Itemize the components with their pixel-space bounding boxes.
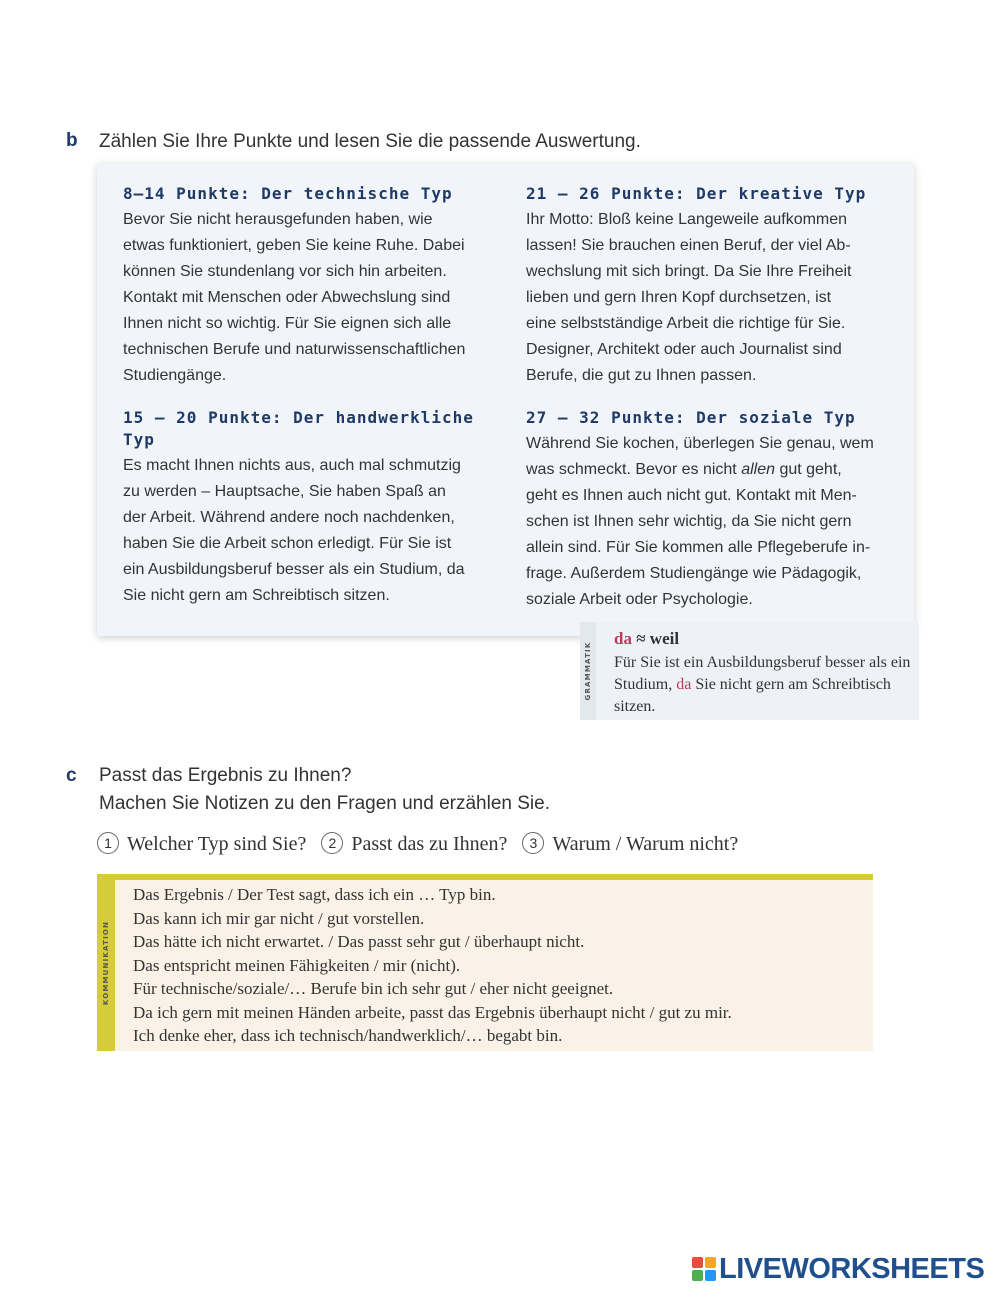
grammar-tab-label: GRAMMATIK <box>584 641 592 701</box>
section-c-letter: c <box>66 765 77 786</box>
communication-top-bar <box>97 874 873 880</box>
grammar-example-keyword: da <box>676 676 692 693</box>
type-social-text-part2: gut geht, geht es Ihnen auch nicht gut. Kontakt mit Men- schen ist Ihnen sehr wichtig, da Sie nicht gern allein sind. Für Sie kommen alle Pflegeberufe in- frage. Außerdem Studiengänge wie Pädagogik, soziale Arbeit oder Psychologie. <box>526 461 871 608</box>
communication-box <box>97 874 873 1051</box>
logo-square <box>705 1257 716 1268</box>
logo-text: LIVEWORKSHEETS <box>719 1252 985 1285</box>
type-craft <box>123 407 503 609</box>
logo-square <box>705 1270 716 1281</box>
phrase-line: Das kann ich mir gar nicht / gut vorstellen. <box>133 908 425 928</box>
logo-icon <box>692 1257 716 1281</box>
grammar-tab <box>580 622 596 720</box>
result-evaluation-box <box>97 163 914 636</box>
type-craft-heading: 15 – 20 Punkte: Der handwerkliche Typ <box>123 408 474 449</box>
section-b-letter: b <box>66 130 78 151</box>
grammar-example-part2: Sie nicht gern am Schreibtisch sitzen. <box>614 676 891 715</box>
phrase-line: Das Ergebnis / Der Test sagt, dass ich ein … Typ bin. <box>133 885 496 904</box>
question-text: Welcher Typ sind Sie? <box>127 833 307 855</box>
communication-tab <box>97 874 115 1051</box>
phrase-line: Da ich gern mit meinen Händen arbeite, passt das Ergebnis überhaupt nicht / gut zu mir. <box>133 1002 732 1022</box>
question-list <box>97 832 748 856</box>
grammar-title-keyword: da <box>614 629 632 648</box>
section-b-title: Zählen Sie Ihre Punkte und lesen Sie die passende Auswertung. <box>99 131 641 152</box>
type-creative-text: Ihr Motto: Bloß keine Langeweile aufkommen lassen! Sie brauchen einen Beruf, der viel Ab- wechslung mit sich bringt. Da Sie Ihre Freiheit lieben und gern Ihren Kopf durchsetzen, ist eine selbstständige Arbeit die richtige für Sie. Designer, Architekt oder auch Journalist sind Berufe, die gut zu Ihnen passen. <box>526 211 852 384</box>
question-text: Warum / Warum nicht? <box>552 833 739 855</box>
phrase-line: Ich denke eher, dass ich technisch/handwerklich/… begabt bin. <box>133 1026 563 1045</box>
question-number: 2 <box>321 832 343 854</box>
type-social-text <box>526 431 906 613</box>
grammar-title-rest: ≈ weil <box>631 629 680 648</box>
question-number: 1 <box>97 832 119 854</box>
question-text: Passt das zu Ihnen? <box>351 833 508 855</box>
phrase-line: Das hätte ich nicht erwartet. / Das passt sehr gut / überhaupt nicht. <box>133 932 585 951</box>
type-craft-text: Es macht Ihnen nichts aus, auch mal schmutzig zu werden – Hauptsache, Sie haben Spaß an der Arbeit. Während andere noch nachdenken, haben Sie die Arbeit schon erledigt. Für Sie ist ein Ausbildungsberuf besser als ein Studium, da Sie nicht gern am Schreibtisch sitzen. <box>123 457 465 604</box>
question-item <box>97 833 306 855</box>
logo-square <box>692 1270 703 1281</box>
grammar-box <box>580 622 919 720</box>
question-item <box>522 833 738 855</box>
question-item <box>321 833 507 855</box>
phrase-line: Das entspricht meinen Fähigkeiten / mir (nicht). <box>133 955 461 975</box>
grammar-title <box>614 629 679 649</box>
section-c-title-line2: Machen Sie Notizen zu den Fragen und erzählen Sie. <box>99 793 550 814</box>
communication-tab-label: KOMMUNIKATION <box>102 920 110 1005</box>
type-social-text-italic: allen <box>741 461 775 478</box>
grammar-example-part1: Für Sie ist ein Ausbildungsberuf besser als ein Studium, <box>614 654 911 693</box>
type-creative <box>526 183 906 389</box>
type-technical-text: Bevor Sie nicht herausgefunden haben, wie etwas funktioniert, geben Sie keine Ruhe. Dabei können Sie stundenlang vor sich hin arbeiten. Kontakt mit Menschen oder Abwechslung sind Ihnen nicht so wichtig. Für Sie eignen sich alle technischen Berufe und naturwissenschaftlichen Studiengänge. <box>123 211 466 384</box>
phrase-line: Für technische/soziale/… Berufe bin ich sehr gut / eher nicht geeignet. <box>133 979 614 998</box>
type-creative-heading: 21 – 26 Punkte: Der kreative Typ <box>526 184 867 203</box>
grammar-example <box>614 652 914 718</box>
type-technical <box>123 183 503 389</box>
question-number: 3 <box>522 832 544 854</box>
type-social <box>526 407 906 613</box>
type-technical-heading: 8–14 Punkte: Der technische Typ <box>123 184 453 203</box>
logo-square <box>692 1257 703 1268</box>
section-c-title-line1: Passt das Ergebnis zu Ihnen? <box>99 765 352 786</box>
type-social-heading: 27 – 32 Punkte: Der soziale Typ <box>526 408 856 427</box>
communication-phrases <box>133 883 732 1048</box>
type-social-text-part1: Während Sie kochen, überlegen Sie genau, wem was schmeckt. Bevor es nicht <box>526 435 874 478</box>
liveworksheets-logo <box>692 1254 984 1284</box>
